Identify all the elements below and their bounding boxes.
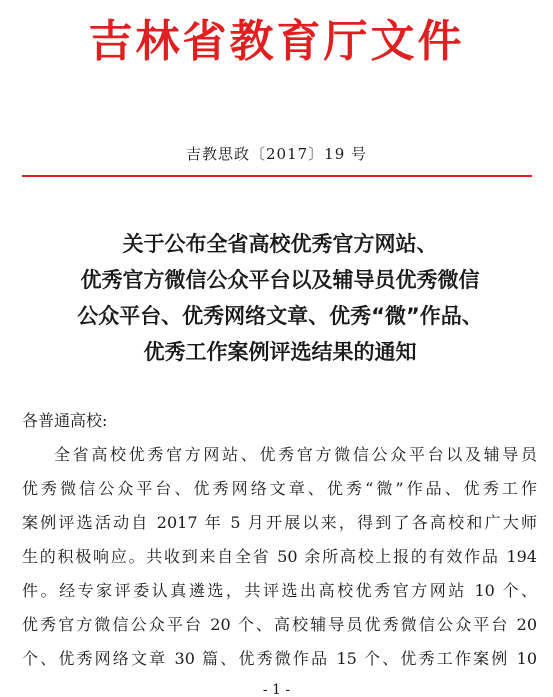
page-number: - 1 - bbox=[262, 682, 291, 697]
body-line: 案例评选活动自 2017 年 5 月开展以来，得到了各高校和广大师 bbox=[22, 513, 537, 532]
body-line: 全省高校优秀官方网站、优秀官方微信公众平台以及辅导员 bbox=[54, 445, 537, 464]
document-number: 吉教思政〔2017〕19 号 bbox=[185, 145, 368, 163]
salutation: 各普通高校: bbox=[22, 411, 108, 430]
body-line: 件。经专家评委认真遴选，共评选出高校优秀官方网站 10 个、 bbox=[22, 581, 537, 600]
body-text bbox=[22, 438, 537, 676]
body-line: 生的积极响应。共收到来自全省 50 余所高校上报的有效作品 194 bbox=[22, 547, 537, 566]
title-line: 优秀工作案例评选结果的通知 bbox=[143, 340, 417, 364]
title-line: 优秀官方微信公众平台以及辅导员优秀微信 bbox=[80, 268, 480, 292]
body-line: 优秀微信公众平台、优秀网络文章、优秀“微”作品、优秀工作 bbox=[22, 479, 537, 498]
issuer-masthead: 吉林省教育厅文件 bbox=[88, 16, 465, 67]
title-line: 关于公布全省高校优秀官方网站、 bbox=[122, 232, 438, 256]
title-line: 公众平台、优秀网络文章、优秀“微”作品、 bbox=[77, 304, 483, 328]
red-divider bbox=[22, 175, 532, 177]
notice-title bbox=[40, 226, 520, 370]
body-line: 优秀官方微信公众平台 20 个、高校辅导员优秀微信公众平台 20 bbox=[22, 615, 537, 634]
body-line: 个、优秀网络文章 30 篇、优秀微作品 15 个、优秀工作案例 10 bbox=[22, 649, 537, 668]
